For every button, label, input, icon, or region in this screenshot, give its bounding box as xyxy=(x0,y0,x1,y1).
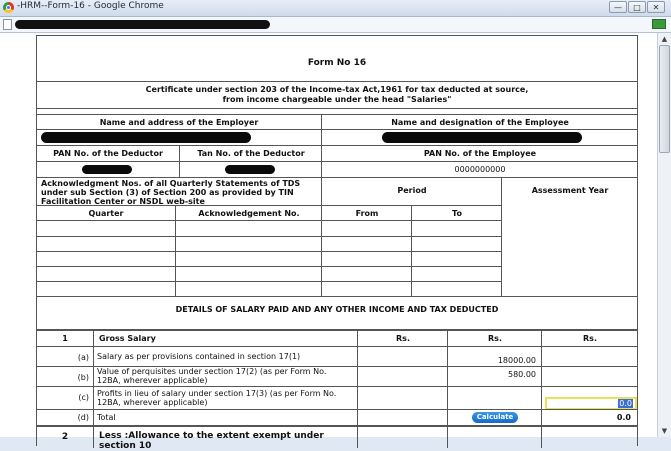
gross-salary-row xyxy=(37,329,637,346)
employee-header: Name and designation of the Employee xyxy=(391,118,569,127)
tan-deductor-header: Tan No. of the Deductor xyxy=(197,149,305,158)
party-name-row xyxy=(37,129,637,145)
window-title: -HRM--Form-16 - Google Chrome xyxy=(17,1,164,11)
quarter-row xyxy=(37,251,501,266)
item-number: 2 xyxy=(61,432,69,442)
total-amount: 0.0 xyxy=(616,413,631,422)
ack-no-header: Acknowledgement No. xyxy=(198,209,300,218)
salary-row-c xyxy=(37,386,637,409)
form16 xyxy=(36,35,638,451)
gross-salary-label: Gross Salary xyxy=(99,334,156,343)
quarter-row xyxy=(37,281,501,296)
scrollbar-thumb[interactable] xyxy=(659,45,670,153)
assessment-year-header: Assessment Year xyxy=(531,186,609,195)
to-header: To xyxy=(452,209,462,218)
party-header-row xyxy=(37,114,637,129)
salary-row-d xyxy=(37,409,637,425)
details-row xyxy=(37,296,637,329)
allowance-label: Less :Allowance to the extent exempt under section 10 xyxy=(99,431,324,451)
pan-header-row xyxy=(37,145,637,161)
calculate-button[interactable]: Calculate xyxy=(472,412,518,423)
vertical-scrollbar[interactable] xyxy=(657,33,671,437)
ack-header: Acknowledgment Nos. of all Quarterly Statements of TDS under sub Section (3) of Section 200 as provided by TIN Facilitation Center or NSDL web-site xyxy=(41,179,301,206)
certificate-row xyxy=(37,81,637,108)
from-header: From xyxy=(355,209,379,218)
quarter-row xyxy=(37,220,501,236)
quarter-row xyxy=(37,266,501,281)
redacted-tan-deductor xyxy=(225,165,275,174)
perquisites-amount: 580.00 xyxy=(508,370,536,379)
item-letter: (b) xyxy=(77,373,89,382)
allowance-row xyxy=(37,425,637,451)
redacted-pan-deductor xyxy=(82,165,132,174)
close-button[interactable]: ✕ xyxy=(647,1,665,13)
salary-17-1-amount: 18000.00 xyxy=(497,356,536,365)
salary-row-a xyxy=(37,346,637,366)
profits-input[interactable]: 0.0 xyxy=(545,397,637,410)
item-number: 1 xyxy=(62,334,68,343)
heading-row xyxy=(37,36,637,81)
rs-header: Rs. xyxy=(488,334,502,343)
form-heading: Form No 16 xyxy=(307,58,367,68)
page-viewport xyxy=(0,33,657,451)
rs-header: Rs. xyxy=(583,334,597,343)
quarter-row xyxy=(37,236,501,251)
details-header: DETAILS OF SALARY PAID AND ANY OTHER INCOME AND TAX DEDUCTED xyxy=(175,305,499,314)
maximize-button[interactable]: □ xyxy=(628,1,646,13)
total-label: Total xyxy=(97,413,116,422)
page-icon xyxy=(3,19,12,30)
salary-17-1-label: Salary as per provisions contained in section 17(1) xyxy=(97,352,301,361)
item-letter: (c) xyxy=(78,393,89,402)
redacted-employer-name xyxy=(41,132,251,143)
assessment-year-cell xyxy=(501,205,637,296)
address-bar[interactable] xyxy=(0,17,671,33)
salary-row-b xyxy=(37,366,637,386)
scroll-down-arrow-icon[interactable]: ▼ xyxy=(661,427,668,435)
item-letter: (a) xyxy=(77,353,89,362)
redacted-url xyxy=(15,20,270,29)
chrome-icon xyxy=(3,2,14,13)
window-titlebar xyxy=(0,0,671,17)
period-header: Period xyxy=(397,186,427,195)
pan-deductor-header: PAN No. of the Deductor xyxy=(53,149,163,158)
ack-header-row xyxy=(37,177,637,205)
scroll-up-arrow-icon[interactable]: ▲ xyxy=(661,35,668,43)
pan-employee-header: PAN No. of the Employee xyxy=(423,149,537,158)
item-letter: (d) xyxy=(77,413,89,422)
employer-header: Name and address of the Employer xyxy=(99,118,259,127)
redacted-employee-name xyxy=(382,132,582,143)
minimize-button[interactable]: — xyxy=(609,1,627,13)
perquisites-label: Value of perquisites under section 17(2) (as per Form No. 12BA, wherever applicable) xyxy=(97,367,327,385)
flag-icon[interactable] xyxy=(652,19,666,29)
rs-header: Rs. xyxy=(396,334,410,343)
pan-value-row xyxy=(37,161,637,177)
certificate-line-1: Certificate under section 203 of the Income-tax Act,1961 for tax deducted at source, xyxy=(145,85,529,94)
profits-label: Profits in lieu of salary under section 17(3) (as per Form No. 12BA, wherever applicable) xyxy=(97,389,337,407)
quarter-header-row xyxy=(37,205,501,220)
pan-employee-value: 0000000000 xyxy=(454,165,506,174)
quarter-header: Quarter xyxy=(88,209,124,218)
certificate-line-2: from income chargeable under the head "Salaries" xyxy=(222,95,452,104)
